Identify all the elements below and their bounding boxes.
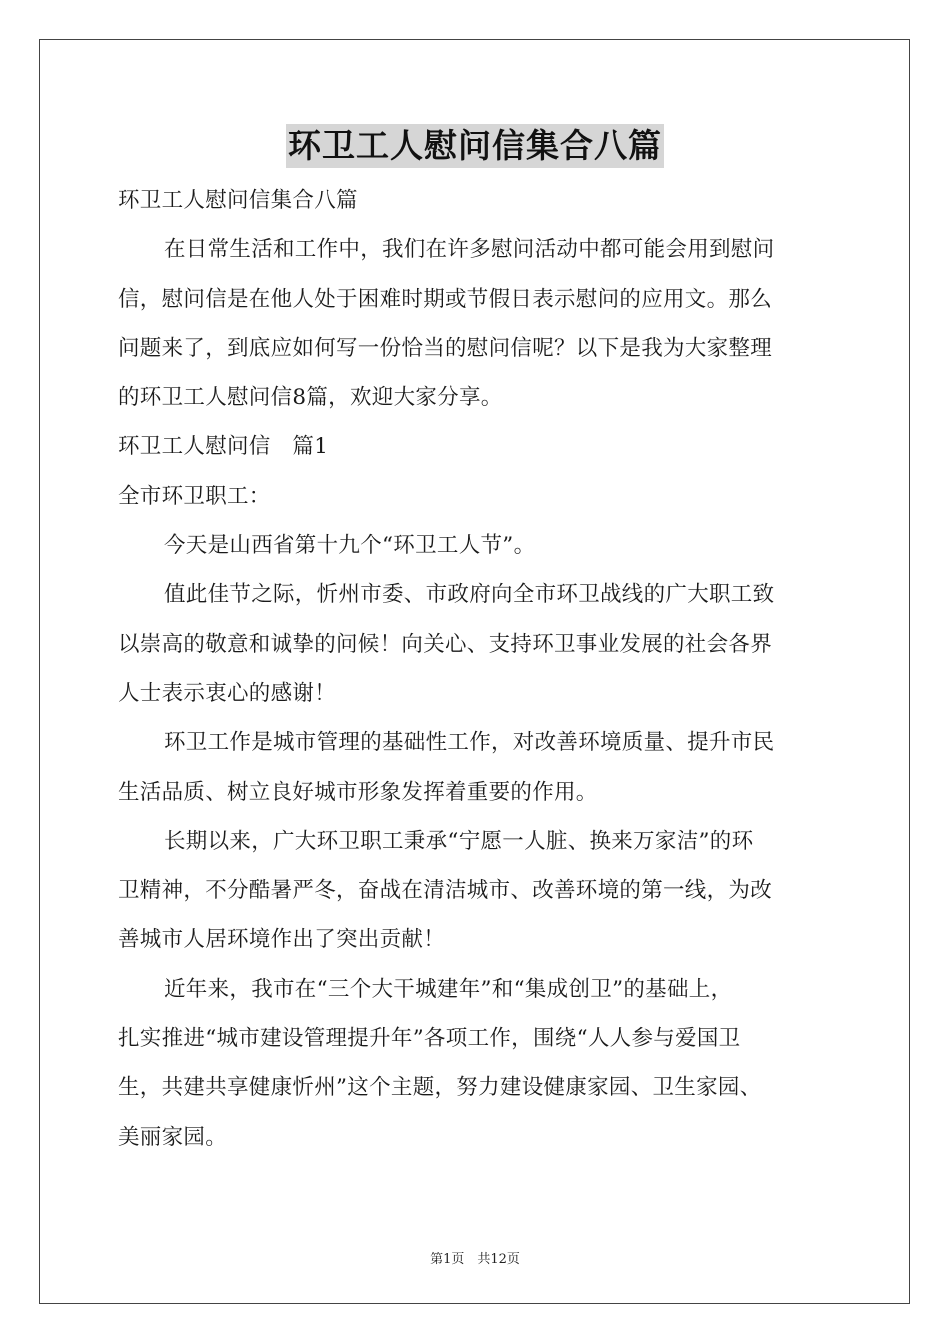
text-line: 信，慰问信是在他人处于困难时期或节假日表示慰问的应用文。那么	[118, 286, 773, 312]
page-number-footer: 第1页 共12页	[430, 1252, 520, 1267]
document-title: 环卫工人慰问信集合八篇	[286, 124, 664, 168]
text-line: 环卫工作是城市管理的基础性工作，对改善环境质量、提升市民	[164, 730, 775, 756]
title-container	[0, 124, 950, 168]
text-line: 近年来，我市在“三个大干城建年”和“集成创卫”的基础上，	[164, 976, 733, 1002]
text-line: 问题来了，到底应如何写一份恰当的慰问信呢？以下是我为大家整理	[118, 335, 773, 361]
text-line: 美丽家园。	[118, 1124, 228, 1150]
text-line: 人士表示衷心的感谢！	[118, 680, 337, 706]
text-line: 全市环卫职工：	[118, 483, 271, 509]
text-line: 生活品质、树立良好城市形象发挥着重要的作用。	[118, 779, 598, 805]
text-line: 长期以来，广大环卫职工秉承“宁愿一人脏、换来万家洁”的环	[164, 828, 754, 854]
text-line: 环卫工人慰问信集合八篇	[118, 188, 358, 213]
text-line: 值此佳节之际，忻州市委、市政府向全市环卫战线的广大职工致	[164, 582, 775, 608]
text-line: 环卫工人慰问信 篇1	[118, 434, 329, 460]
text-line: 以崇高的敬意和诚挚的问候！向关心、支持环卫事业发展的社会各界	[118, 631, 773, 657]
text-line: 善城市人居环境作出了突出贡献！	[118, 927, 446, 953]
document-body	[118, 176, 836, 1162]
text-line: 卫精神，不分酷暑严冬，奋战在清洁城市、改善环境的第一线，为改	[118, 878, 773, 904]
text-line: 在日常生活和工作中，我们在许多慰问活动中都可能会用到慰问	[164, 237, 775, 263]
text-line: 的环卫工人慰问信8篇，欢迎大家分享。	[118, 385, 503, 411]
text-line: 扎实推进“城市建设管理提升年”各项工作，围绕“人人参与爱国卫	[118, 1026, 741, 1052]
text-line: 今天是山西省第十九个“环卫工人节”。	[164, 533, 536, 559]
text-line: 生，共建共享健康忻州”这个主题，努力建设健康家园、卫生家园、	[118, 1075, 762, 1101]
